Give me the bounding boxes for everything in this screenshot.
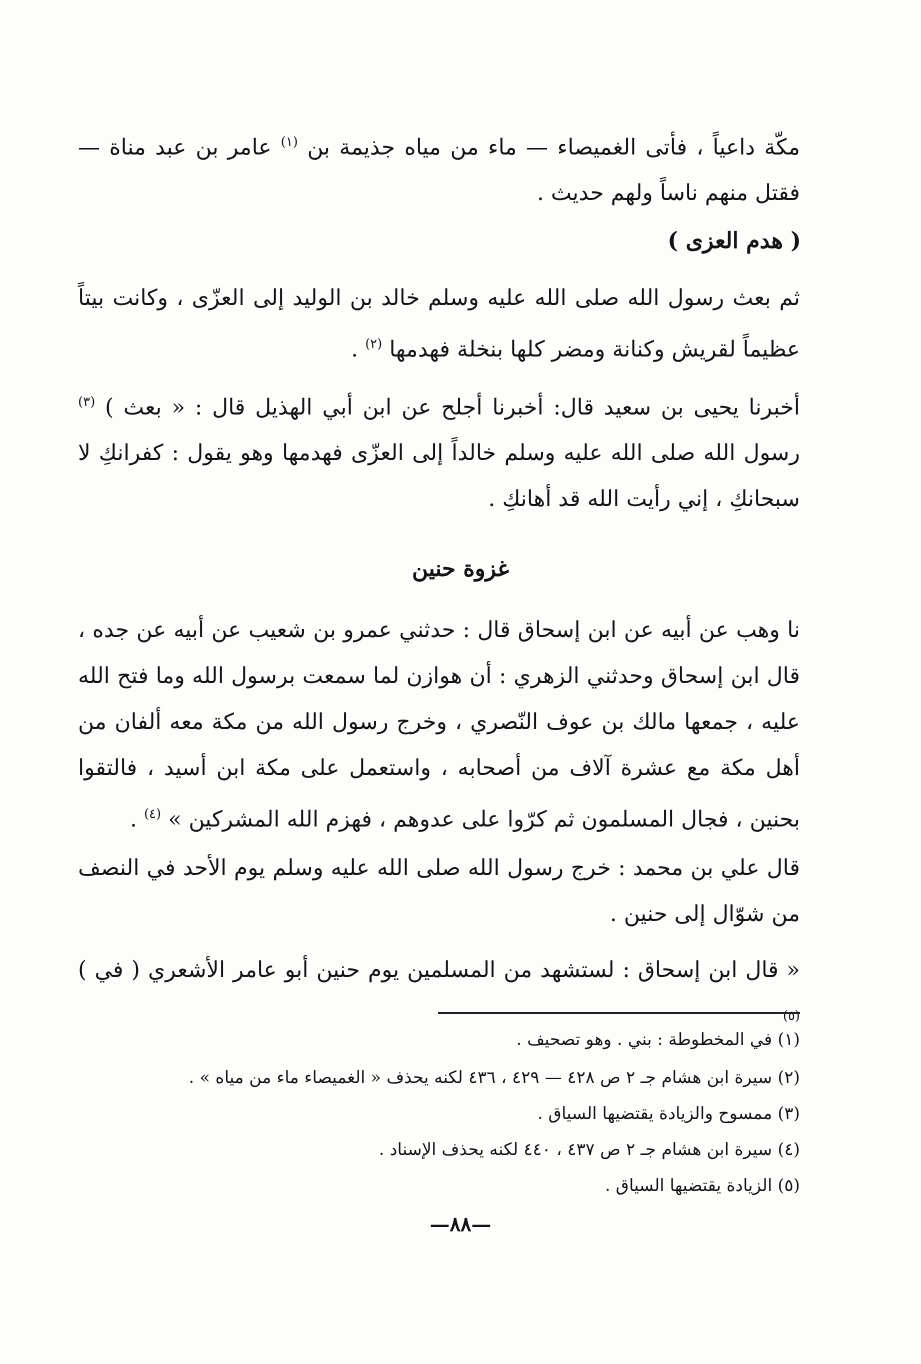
footnote-1: (١) في المخطوطة : بني . وهو تصحيف .	[516, 1030, 800, 1050]
page-number: —٨٨—	[429, 1212, 492, 1236]
paragraph-text: « قال ابن إسحاق : لستشهد من المسلمين يوم حنين أبو عامر الأشعري ( في )	[78, 958, 800, 983]
footnote-3: (٣) ممسوح والزيادة يقتضيها السياق .	[537, 1104, 800, 1124]
section-heading-destruction-of-uzza: ( هدم العزى )	[667, 228, 801, 254]
paragraph-text: .	[351, 337, 359, 363]
footnote-2: (٢) سيرة ابن هشام جـ ٢ ص ٤٢٨ — ٤٢٩ ، ٤٣٦ لكنه يحذف « الغميصاء ماء من مياه » .	[188, 1068, 800, 1088]
paragraph-text: عامر بن عبد مناة — فقتل منهم ناساً ولهم حديث .	[78, 135, 800, 207]
paragraph-text: ثم بعث رسول الله صلى الله عليه وسلم خالد بن الوليد إلى العزّى ، وكانت بيتاً عظيماً لقريش وكنانة ومضر كلها بنخلة فهدمها	[78, 286, 800, 363]
paragraph-departure	[78, 846, 800, 938]
paragraph-text: قال علي بن محمد : خرج رسول الله صلى الله عليه وسلم يوم الأحد في النصف من شوّال إلى حنين .	[78, 856, 800, 927]
footnote-marker: (٣)	[78, 395, 96, 410]
paragraph-text: .	[129, 807, 137, 833]
footnote-4: (٤) سيرة ابن هشام جـ ٢ ص ٤٣٧ ، ٤٤٠ لكنه يحذف الإسناد .	[378, 1140, 800, 1160]
footnote-separator	[438, 1012, 800, 1014]
paragraph-text: نا وهب عن أبيه عن ابن إسحاق قال : حدثني عمرو بن شعيب عن أبيه عن جده ، قال ابن إسحاق وحدثني الزهري : أن هوازن لما سمعت برسول الله وما فتح الله عليه ، جمعها مالك بن عوف النّصري ، وخرج رسول الله من مكة معه ألفان من أهل مكة مع عشرة آلاف من أصحابه ، واستعمل على مكة ابن أسيد ، فالتقوا بحنين ، فجال المسلمون ثم كرّوا على عدوهم ، فهزم الله المشركين »	[78, 618, 800, 833]
footnote-marker: (٥)	[782, 1009, 800, 1024]
paragraph-intro	[78, 120, 800, 217]
paragraph-text: مكّة داعياً ، فأتى الغميصاء — ماء من مياه جذيمة بن	[307, 135, 801, 161]
paragraph-narration	[78, 380, 800, 523]
paragraph-hunayn	[78, 608, 800, 843]
paragraph-khalid	[78, 276, 800, 373]
footnote-5: (٥) الزيادة يقتضيها السياق .	[604, 1176, 800, 1196]
paragraph-text: أخبرنا يحيى بن سعيد قال: أخبرنا أجلح عن ابن أبي الهذيل قال : « بعث )	[104, 395, 800, 421]
paragraph-text: رسول الله صلى الله عليه وسلم خالداً إلى العزّى فهدمها وهو يقول : كفرانكِ لا سبحانكِ ، إني رأيت الله قد أهانكِ .	[78, 441, 800, 513]
footnote-marker: (٢)	[365, 337, 383, 352]
footnote-marker: (٤)	[143, 807, 162, 822]
footnote-marker: (١)	[280, 135, 298, 150]
section-heading-battle-of-hunayn: غزوة حنين	[411, 556, 510, 582]
